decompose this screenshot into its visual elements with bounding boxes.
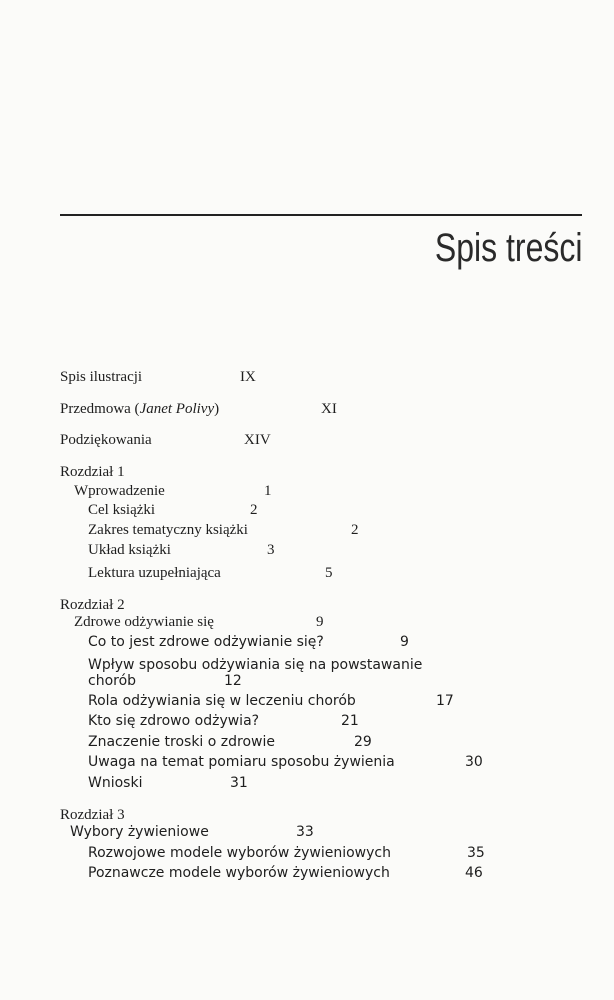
chapter-title: Wprowadzenie [74,483,165,499]
section-label: Zakres tematyczny książki [88,522,248,538]
chapter-heading: Rozdział 3 [60,807,125,823]
toc-entry-page: 2 [250,502,258,518]
toc-entry-page: XI [321,401,337,417]
section-label: Kto się zdrowo odżywia? [88,713,260,729]
section-label: Wnioski [88,775,143,791]
toc-entry-page: 9 [316,614,324,630]
toc-entry-page: 5 [325,565,333,581]
section-label: Cel książki [88,502,156,518]
chapter-heading: Rozdział 1 [60,464,125,480]
toc-entry-page: 30 [465,754,483,770]
section-label: Rola odżywiania się w leczeniu chorób [88,693,356,709]
toc-entry-page: 9 [400,634,409,650]
section-label: Co to jest zdrowe odżywianie się? [88,634,324,650]
section-label: Uwaga na temat pomiaru sposobu żywienia [88,754,395,770]
section-label: Lektura uzupełniająca [88,565,221,581]
section-label-continued: chorób [88,673,137,689]
toc-entry-page: 12 [224,673,242,689]
toc-entry-label: Podziękowania [60,432,152,448]
toc-entry-page: 1 [264,483,272,499]
toc-entry-page: 21 [341,713,359,729]
section-label: Rozwojowe modele wyborów żywieniowych [88,845,391,861]
section-label: Wpływ sposobu odżywiania się na powstawanie [88,657,423,673]
title-rule [60,214,582,216]
toc-entry-page: 2 [351,522,359,538]
toc-entry-page: IX [240,369,256,385]
toc-entry-page: 17 [436,693,454,709]
chapter-title: Wybory żywieniowe [70,824,209,840]
chapter-heading: Rozdział 2 [60,597,125,613]
chapter-title: Zdrowe odżywianie się [74,614,214,630]
section-label: Układ książki [88,542,171,558]
toc-entry-page: XIV [244,432,271,448]
section-label: Poznawcze modele wyborów żywieniowych [88,865,390,881]
toc-entry-page: 29 [354,734,372,750]
toc-entry-label: Przedmowa (Janet Polivy) [60,401,220,417]
toc-entry-page: 31 [230,775,248,791]
section-label: Znaczenie troski o zdrowie [88,734,275,750]
toc-entry-page: 3 [267,542,275,558]
toc-entry-page: 46 [465,865,483,881]
toc-entry-label: Spis ilustracji [60,369,143,385]
toc-entry-page: 35 [467,845,485,861]
page-title: Spis treści [434,226,582,270]
toc-entry-page: 33 [296,824,314,840]
